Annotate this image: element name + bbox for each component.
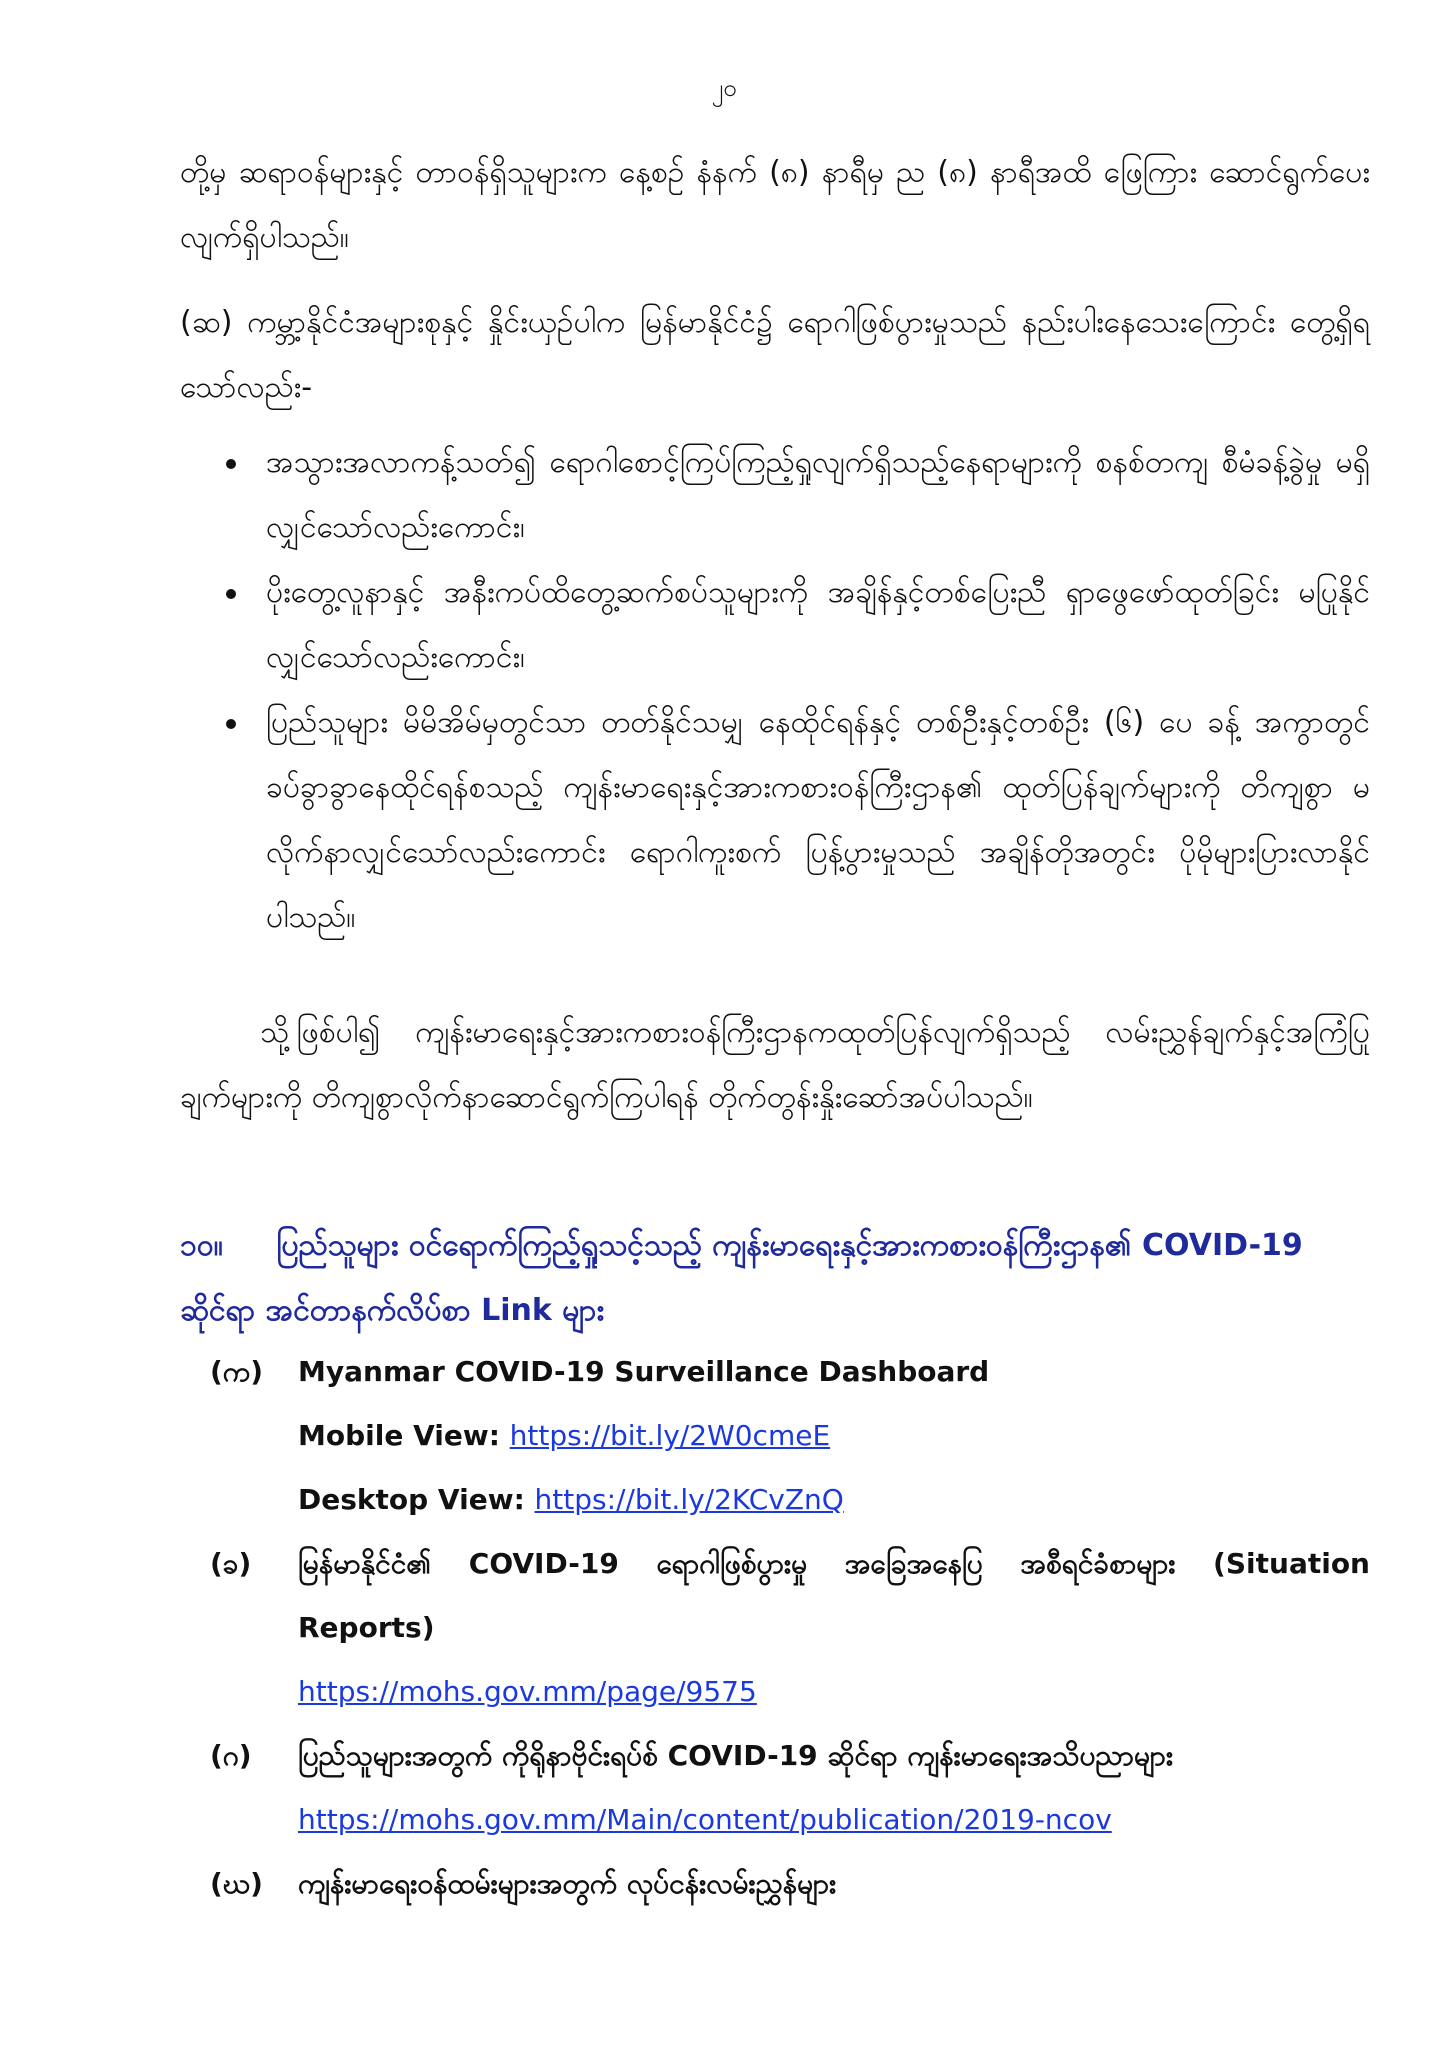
item-marker: (က) bbox=[210, 1355, 263, 1388]
item-title: ကျန်းမာရေးဝန်ထမ်းများအတွက် လုပ်ငန်းလမ်းညွှန်များ bbox=[298, 1867, 837, 1900]
section-heading bbox=[180, 1213, 1370, 1343]
mobile-view-line bbox=[298, 1404, 1370, 1468]
list-item bbox=[210, 1340, 1370, 1532]
intro-paragraph: တို့မှ ဆရာဝန်များနှင့် တာဝန်ရှိသူများက နေ့စဉ် နံနက် (၈) နာရီမှ ည (၈) နာရီအထိ ဖြေကြား ဆောင်ရွက်ပေးလျက်ရှိပါသည်။ bbox=[180, 155, 1370, 255]
desktop-view-link[interactable]: https://bit.ly/2KCvZnQ bbox=[534, 1483, 844, 1516]
bullet-text: အသွားအလာကန့်သတ်၍ ရောဂါစောင့်ကြပ်ကြည့်ရှုလျက်ရှိသည့်နေရာများကို စနစ်တကျ စီမံခန့်ခွဲမှု မရှိလျှင်သော်လည်းကောင်း၊ bbox=[266, 445, 1370, 545]
bullet-text: ပိုးတွေ့လူနာနှင့် အနီးကပ်ထိတွေ့ဆက်စပ်သူများကို အချိန်နှင့်တစ်ပြေးညီ ရှာဖွေဖော်ထုတ်ခြင်း မပြုနိုင်လျှင်သော်လည်းကောင်း၊ bbox=[266, 575, 1370, 675]
section-title: ပြည်သူများ ဝင်ရောက်ကြည့်ရှုသင့်သည့် ကျန်းမာရေးနှင့်အားကစားဝန်ကြီးဌာန၏ COVID-19 ဆိုင်ရာ အင်တာနက်လိပ်စာ Link များ bbox=[180, 1228, 1303, 1328]
item-title: မြန်မာနိုင်ငံ၏ COVID-19 ရောဂါဖြစ်ပွားမှု အခြေအနေပြ အစီရင်ခံစာများ (Situation Reports) bbox=[298, 1547, 1370, 1644]
item-marker: (ဂ) bbox=[210, 1739, 252, 1772]
list-item bbox=[210, 1532, 1370, 1724]
item-title: ပြည်သူများအတွက် ကိုရိုနာဗိုင်းရပ်စ် COVID-19 ဆိုင်ရာ ကျန်းမာရေးအသိပညာများ bbox=[298, 1739, 1174, 1772]
bullet-icon bbox=[226, 589, 236, 599]
ncov-publication-link[interactable]: https://mohs.gov.mm/Main/content/publication/2019-ncov bbox=[298, 1803, 1112, 1836]
item-title: Myanmar COVID-19 Surveillance Dashboard bbox=[298, 1355, 990, 1388]
mobile-view-link[interactable]: https://bit.ly/2W0cmeE bbox=[509, 1419, 831, 1452]
desktop-view-line bbox=[298, 1468, 1370, 1532]
section-d-paragraph: (ဆ) ကမ္ဘာ့နိုင်ငံအများစုနှင့် နှိုင်းယှဉ်ပါက မြန်မာနိုင်ငံ၌ ရောဂါဖြစ်ပွားမှုသည် နည်းပါးနေသေးကြောင်း တွေ့ရှိရသော်လည်း- bbox=[180, 305, 1370, 405]
list-item bbox=[210, 1724, 1370, 1852]
closing-paragraph: သို့ဖြစ်ပါ၍ ကျန်းမာရေးနှင့်အားကစားဝန်ကြီးဌာနကထုတ်ပြန်လျက်ရှိသည့် လမ်းညွှန်ချက်နှင့်အကြံပြုချက်များကို တိကျစွာလိုက်နာဆောင်ရွက်ကြပါရန် တိုက်တွန်းနှိုးဆော်အပ်ပါသည်။ bbox=[180, 1015, 1370, 1115]
situation-reports-link[interactable]: https://mohs.gov.mm/page/9575 bbox=[298, 1675, 757, 1708]
list-item bbox=[210, 1852, 1370, 1916]
item-marker: (ခ) bbox=[210, 1547, 252, 1580]
link-list bbox=[210, 1340, 1370, 1916]
item-marker: (ဃ) bbox=[210, 1867, 263, 1900]
bullet-icon bbox=[226, 719, 236, 729]
bullet-list bbox=[220, 430, 1370, 950]
desktop-view-label: Desktop View: bbox=[298, 1483, 525, 1516]
bullet-text: ပြည်သူများ မိမိအိမ်မှတွင်သာ တတ်နိုင်သမျှ နေထိုင်ရန်နှင့် တစ်ဦးနှင့်တစ်ဦး (၆) ပေ ခန့် အကွာတွင် ခပ်ခွာခွာနေထိုင်ရန်စသည့် ကျန်းမာရေးနှင့်အားကစားဝန်ကြီးဌာန၏ ထုတ်ပြန်ချက်များကို တိကျစွာ မလိုက်နာလျှင်သော်လည်းကောင်း ရောဂါကူးစက် ပြန့်ပွားမှုသည် အချိန်တိုအတွင်း ပိုမိုများပြားလာနိုင်ပါသည်။ bbox=[266, 705, 1370, 935]
section-number: ၁၀။ bbox=[180, 1228, 223, 1263]
list-item bbox=[220, 560, 1370, 690]
list-item bbox=[220, 430, 1370, 560]
mobile-view-label: Mobile View: bbox=[298, 1419, 500, 1452]
bullet-icon bbox=[226, 459, 236, 469]
list-item bbox=[220, 690, 1370, 950]
page-number: ၂၀ bbox=[711, 74, 737, 102]
